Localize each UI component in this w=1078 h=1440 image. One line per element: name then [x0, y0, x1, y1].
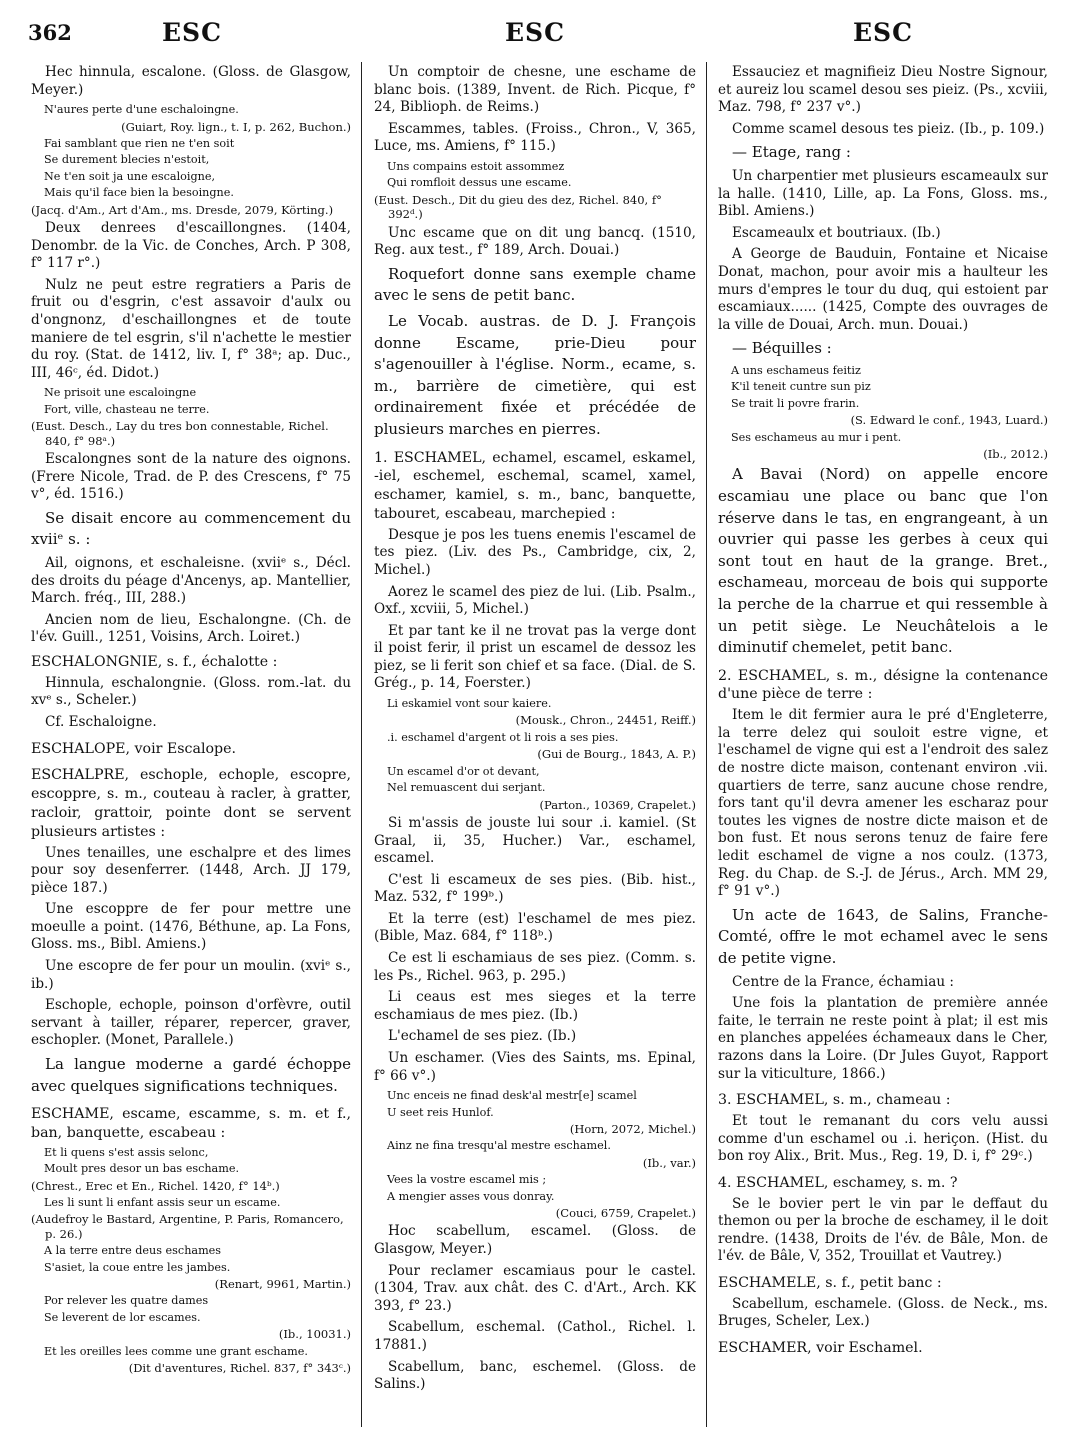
verse-line: Mais qu'il face bien la besoingne. — [44, 186, 234, 200]
citation: Item le dit fermier aura le pré d'Engleterre, la terre delez qui souloit estre vigne, et l'eschamel de vigne qui est a l'endroit des salez de nostre dicte maison, contenant environ .vii. quartiers de terre, sanz aucune chose rendre, fors tant qu'il devra amener les escharaz pour toutes les vignes de nostre dicte maison et de bon fust. Et nous serons tenuz de faire fere ledit eschamel de vigne a nos coulz. (1373, Reg. du Chap. de S.-J. de Jérus., Arch. MM 29, f° 91 v°.) — [718, 707, 1048, 900]
verse-source: (Gui de Bourg., 1843, A. P.) — [537, 747, 696, 762]
verse-line: Qui romfloit dessus une escame. — [387, 176, 572, 190]
citation: Unc escame que on dit ung bancq. (1510, Reg. aux test., f° 189, Arch. Douai.) — [374, 224, 696, 259]
running-header — [0, 18, 1078, 48]
commentary: Se disait encore au commencement du xviiᵉ s. : — [31, 508, 351, 549]
commentary: La langue moderne a gardé échoppe avec quelques significations techniques. — [31, 1055, 351, 1095]
citation: Hinnula, eschalongnie. (Gloss. rom.-lat. du xvᵉ s., Scheler.) — [31, 674, 351, 709]
citation: Eschople, echople, poinson d'orfèvre, outil servant à tailler, réparer, repercer, graver, eschopler. (Monet, Parallele.) — [31, 997, 351, 1049]
verse-source: (S. Edward le conf., 1943, Luard.) — [850, 413, 1048, 428]
citation: Hec hinnula, escalone. (Gloss. de Glasgow, Meyer.) — [31, 64, 351, 98]
verse-line: Li eskamiel vont sour kaiere. — [387, 697, 552, 711]
verse-line: N'aures perte d'une eschaloingne. — [44, 103, 239, 117]
verse-line: Por relever les quatre dames — [44, 1294, 209, 1308]
citation: Et tout le remanant du cors velu aussi comme d'un eschamel ou .i. heriçon. (Hist. du bon roy Alix., Brit. Mus., Reg. 19, D. i, f° 29ᶜ.) — [718, 1112, 1048, 1165]
right-running-head: ESC — [853, 18, 914, 47]
sense-heading: — Béquilles : — [732, 339, 832, 358]
verse-line: Ne t'en soit ja une escaloigne, — [44, 169, 216, 183]
citation: Escalongnes sont de la nature des oignons. (Frere Nicole, Trad. de P. des Crescens, f° 75 v°, éd. 1516.) — [31, 451, 351, 503]
entry-heading: 1. ESCHAMEL, echamel, escamel, eskamel, -iel, eschemel, eschemal, scamel, xamel, eschamer, kamiel, s. m., banc, banquette, tabouret, escabeau, marchepied : — [374, 449, 696, 522]
verse-line: Les li sunt li enfant assis seur un escame. — [44, 1196, 281, 1210]
verse-line: Ne prisoit une escaloingne — [44, 386, 197, 400]
left-running-head: ESC — [162, 18, 223, 47]
entry-heading: ESCHAME, escame, escamme, s. m. et f., ban, banquette, escabeau : — [31, 1106, 351, 1142]
verse-line: Nel remuascent dui serjant. — [387, 781, 546, 795]
verse-source: (Ib., 10031.) — [278, 1327, 351, 1342]
verse-source: (Jacq. d'Am., Art d'Am., ms. Dresde, 2079, Körting.) — [31, 202, 334, 217]
verse-source: (Mousk., Chron., 24451, Reiff.) — [515, 713, 696, 728]
citation: Se le bovier pert le vin par le deffaut du themon ou per la broche de eschamey, il le doit rendre. (1438, Droits de l'év. de Bâle, Mon. de l'év. de Bâle, V, 352, Trouillat et Vautrey.) — [718, 1195, 1048, 1265]
citation: Scabellum, eschemal. (Cathol., Richel. l. 17881.) — [374, 1319, 696, 1354]
citation: Ail, oignons, et eschaleisne. (xviiᵉ s., Décl. des droits du péage d'Ancenys, ap. Mantellier, March. fréq., III, 288.) — [31, 554, 351, 607]
cross-reference: Cf. Eschaloigne. — [45, 713, 157, 730]
entry-heading: ESCHAMER, voir Eschamel. — [718, 1339, 923, 1356]
commentary: Roquefort donne sans exemple chame avec le sens de petit banc. — [374, 264, 696, 305]
verse-line: U seet reis Hunlof. — [387, 1105, 494, 1119]
citation: Un charpentier met plusieurs escameaulx sur la halle. (1410, Lille, ap. La Fons, Gloss. ms., Bibl. Amiens.) — [718, 167, 1048, 220]
verse-line: Se leverent de lor escames. — [44, 1310, 201, 1324]
center-running-head: ESC — [505, 18, 566, 47]
verse-source: (Parton., 10369, Crapelet.) — [539, 797, 696, 812]
citation: L'echamel de ses piez. (Ib.) — [388, 1028, 577, 1045]
verse-source: (Guiart, Roy. lign., t. I, p. 262, Buchon.) — [121, 119, 351, 134]
verse-line: Vees la vostre escamel mis ; — [387, 1173, 547, 1187]
citation: Deux denrees d'escaillongnes. (1404, Denombr. de la Vic. de Conches, Arch. P 308, f° 117 r°.) — [31, 220, 351, 272]
citation: Un comptoir de chesne, une eschame de blanc bois. (1389, Invent. de Rich. Picque, f° 24, Biblioph. de Reims.) — [374, 64, 696, 116]
citation: Escameaulx et boutriaux. (Ib.) — [732, 224, 941, 241]
verse-line: Se durement blecies n'estoit, — [44, 153, 210, 167]
citation: Comme scamel desous tes pieiz. (Ib., p. 109.) — [732, 120, 1045, 137]
entry-heading: 2. ESCHAMEL, s. m., désigne la contenance d'une pièce de terre : — [718, 667, 1048, 703]
entry-heading: 4. ESCHAMEL, eschamey, s. m. ? — [718, 1174, 958, 1191]
verse-source: (Ib., 2012.) — [983, 446, 1048, 461]
commentary: Un acte de 1643, de Salins, Franche-Comté, offre le mot echamel avec le sens de petite vigne. — [718, 905, 1048, 967]
citation: Une escopre de fer pour un moulin. (xviᵉ s., ib.) — [31, 958, 351, 992]
verse-source: (Renart, 9961, Martin.) — [214, 1277, 351, 1292]
citation: Une fois la plantation de première année faite, le terrain ne reste point à plat; il est mis en planches appelées échameaux dans le Cher, razons dans la Loire. (Dr Jules Guyot, Rapport sur la viticulture, 1866.) — [718, 995, 1048, 1082]
citation: Une escoppre de fer pour mettre une moeulle a point. (1476, Béthune, ap. La Fons, Gloss. ms., Bibl. Amiens.) — [31, 901, 351, 953]
citation: Un eschamer. (Vies des Saints, ms. Epinal, f° 66 v°.) — [374, 1050, 696, 1084]
verse-source: (Horn, 2072, Michel.) — [569, 1122, 696, 1137]
commentary: Le Vocab. austras. de D. J. François donne Escame, prie-Dieu pour s'agenouiller à l'église. Norm., ecame, s. m., barrière de cimetière, qui est ordinairement fixée et précédée de plusieurs marches en pierres. — [374, 311, 696, 438]
citation: Ancien nom de lieu, Eschalongne. (Ch. de l'év. Guill., 1251, Voisins, Arch. Loiret.) — [31, 611, 351, 646]
verse-source: (Chrest., Erec et En., Richel. 1420, f° 14ᵇ.) — [31, 1178, 280, 1193]
commentary: A Bavai (Nord) on appelle encore escamiau une place ou banc que l'on réserve dans le tas, en engrangeant, à un ouvrier qui passe les gerbes à ceux qui sont tout en haut de la grange. Bret., eschameau, morceau de bois qui supporte la perche de la charrue et qui ressemble à un petit siège. Le Neuchâtelois a le diminutif chemelet, petit banc. — [718, 465, 1048, 657]
verse-source: (Ib., var.) — [642, 1155, 696, 1170]
verse-line: A la terre entre deus eschames — [44, 1244, 222, 1258]
verse-line: Unc enceis ne finad desk'al mestr[e] scamel — [387, 1089, 637, 1103]
verse-line: Ses eschameus au mur i pent. — [731, 430, 902, 444]
verse-line: Et li quens s'est assis selonc, — [44, 1145, 209, 1159]
verse-line: Et les oreilles lees comme une grant eschame. — [44, 1344, 308, 1358]
verse-source: (Dit d'aventures, Richel. 837, f° 343ᶜ.) — [128, 1361, 351, 1376]
citation: Et la terre (est) l'eschamel de mes piez. (Bible, Maz. 684, f° 118ᵇ.) — [374, 910, 696, 945]
column-2 — [374, 64, 696, 1434]
sense-heading: Centre de la France, échamiau : — [732, 973, 954, 990]
entry-heading: ESCHAMELE, s. f., petit banc : — [718, 1274, 942, 1291]
citation: Scabellum, banc, eschemel. (Gloss. de Salins.) — [374, 1358, 696, 1393]
citation: Hoc scabellum, escamel. (Gloss. de Glasgow, Meyer.) — [374, 1223, 696, 1258]
verse-line: K'il teneit cuntre sun piz — [731, 380, 871, 394]
verse-source: (Eust. Desch., Dit du gieu des dez, Richel. 840, f° 392ᵈ.) — [374, 192, 662, 222]
verse-line: Moult pres desor un bas eschame. — [44, 1162, 240, 1176]
entry-heading: ESCHALONGNIE, s. f., échalotte : — [31, 653, 278, 670]
citation: Ce est li eschamiaus de ses piez. (Comm. s. les Ps., Richel. 963, p. 295.) — [374, 950, 696, 984]
verse-line: Fai samblant que rien ne t'en soit — [44, 137, 235, 150]
verse-source: (Audefroy le Bastard, Argentine, P. Paris, Romancero, p. 26.) — [31, 1212, 344, 1241]
citation: Et par tant ke il ne trovat pas la verge dont il poist ferir, il prist un escamel de dessoz les piez, se li ferit son chief et sa face. (Dial. de S. Grég., p. 14, Foerster.) — [374, 622, 696, 692]
citation: Essauciez et magnifieiz Dieu Nostre Signour, et aureiz lou scamel desou ses pieiz. (Ps., xcviii, Maz. 798, f° 237 v°.) — [718, 64, 1048, 116]
citation: Unes tenailles, une eschalpre et des limes pour soy desenferrer. (1448, Arch. JJ 179, pièce 187.) — [31, 844, 351, 896]
verse-line: A uns eschameus feitiz — [731, 363, 861, 377]
verse-line: Ainz ne fina tresqu'al mestre eschamel. — [387, 1139, 611, 1153]
entry-heading: ESCHALOPE, voir Escalope. — [31, 740, 237, 757]
verse-line: Uns compains estoit assommez — [387, 159, 565, 173]
verse-line: Un escamel d'or ot devant, — [387, 764, 540, 778]
column-rule-left — [361, 62, 362, 1427]
sense-heading: — Etage, rang : — [732, 143, 851, 162]
verse-line: Fort, ville, chasteau ne terre. — [44, 402, 210, 416]
verse-line: Se trait li povre frarin. — [731, 396, 860, 410]
verse-line: .i. eschamel d'argent ot li rois a ses pies. — [387, 730, 619, 744]
citation: Nulz ne peut estre regratiers a Paris de fruit ou d'esgrin, c'est assavoir d'aulx ou d'ongnonz, d'eschaillongnes et de toute maniere de tel esgrin, s'il n'achette le mestier du roy. (Stat. de 1412, liv. I, f° 38ᵃ; ap. Duc., III, 46ᶜ, éd. Didot.) — [31, 276, 351, 381]
page-number: 362 — [28, 20, 72, 45]
column-rule-right — [706, 62, 707, 1427]
citation: Escammes, tables. (Froiss., Chron., V, 365, Luce, ms. Amiens, f° 115.) — [374, 120, 696, 155]
entry-heading: ESCHALPRE, eschople, echople, escopre, escoppre, s. m., couteau à racler, à gratter, racloir, grattoir, pointe dont se servent plusieurs artistes : — [31, 767, 351, 840]
verse-line: S'asiet, la coue entre les jambes. — [44, 1260, 231, 1274]
citation: Si m'assis de jouste lui sour .i. kamiel. (St Graal, ii, 35, Hucher.) Var., eschamel, escamel. — [374, 814, 696, 867]
citation: Desque je pos les tuens enemis l'escamel de tes piez. (Liv. des Ps., Cambridge, cix, 2, Michel.) — [374, 526, 696, 578]
citation: C'est li escameux de ses pies. (Bib. hist., Maz. 532, f° 199ᵇ.) — [374, 871, 696, 906]
column-3 — [718, 64, 1048, 1434]
citation: Scabellum, eschamele. (Gloss. de Neck., ms. Bruges, Scheler, Lex.) — [718, 1295, 1048, 1330]
citation: Li ceaus est mes sieges et la terre eschamiaus de mes piez. (Ib.) — [374, 989, 696, 1023]
citation: Aorez le scamel des piez de lui. (Lib. Psalm., Oxf., xcviii, 5, Michel.) — [374, 583, 696, 618]
citation: A George de Bauduin, Fontaine et Nicaise Donat, machon, pour avoir mis a haulteur les murs d'empres le tour du duq, qui estoient par escamiaux...... (1425, Compte des ouvrages de la ville de Douai, Arch. mun. Douai.) — [718, 246, 1048, 333]
citation: Pour reclamer escamiaus pour le castel. (1304, Trav. aux chât. des C. d'Art., Arch. KK 393, f° 23.) — [374, 1262, 696, 1314]
entry-heading: 3. ESCHAMEL, s. m., chameau : — [718, 1092, 951, 1109]
verse-source: (Couci, 6759, Crapelet.) — [555, 1206, 696, 1221]
verse-source: (Eust. Desch., Lay du tres bon connestable, Richel. 840, f° 98ᵃ.) — [31, 419, 329, 448]
verse-line: A mengier asses vous donray. — [387, 1189, 555, 1203]
column-1 — [31, 64, 351, 1434]
